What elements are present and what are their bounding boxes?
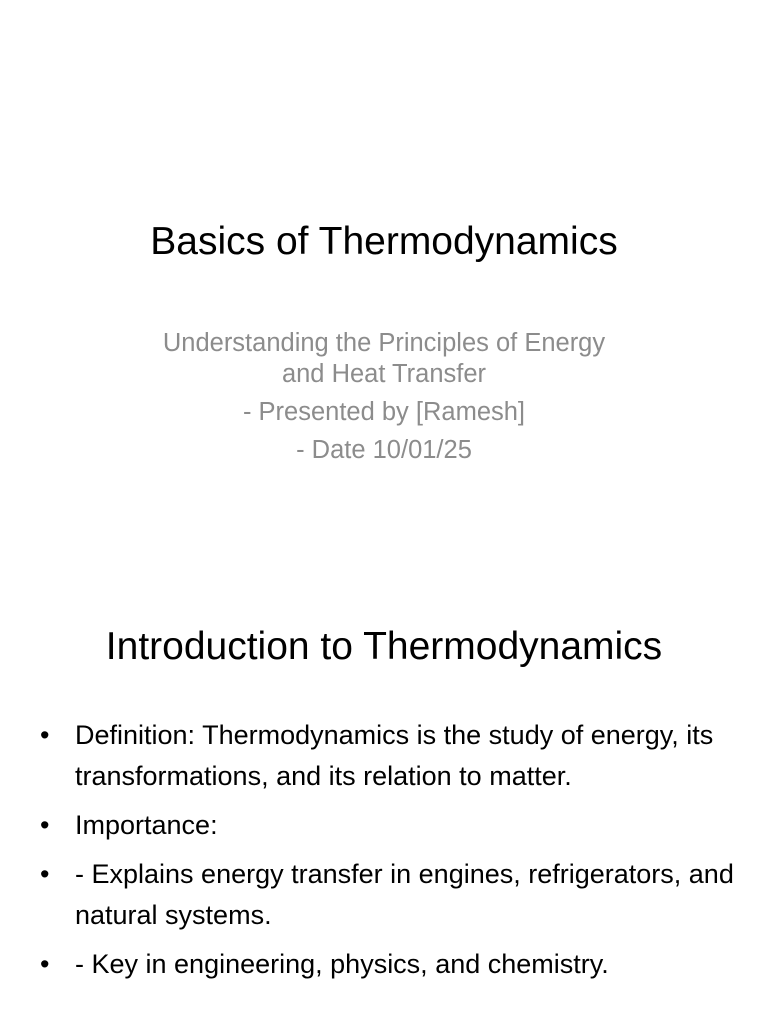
bullet-item <box>40 854 740 936</box>
subtitle-line: Understanding the Principles of Energy <box>162 329 606 357</box>
bullet-marker: • <box>40 949 50 979</box>
presenter-line: - Presented by [Ramesh] <box>242 398 526 426</box>
bullet-item <box>40 715 740 797</box>
bullet-text: Definition: Thermodynamics is the study of energy, its transformations, and its relation to matter. <box>75 720 714 791</box>
date-line: - Date 10/01/25 <box>296 436 472 464</box>
bullet-text: - Explains energy transfer in engines, refrigerators, and natural systems. <box>75 859 734 930</box>
bullet-item <box>40 944 740 985</box>
bullet-marker: • <box>40 859 50 889</box>
bullet-list <box>40 715 740 993</box>
bullet-item <box>40 805 740 846</box>
subtitle-line: and Heat Transfer <box>281 360 487 388</box>
slide-title: Introduction to Thermodynamics <box>105 625 663 668</box>
bullet-text: Importance: <box>75 810 218 840</box>
bullet-marker: • <box>40 810 50 840</box>
content-slide <box>0 576 768 1024</box>
bullet-marker: • <box>40 720 50 750</box>
slide-title: Basics of Thermodynamics <box>150 220 618 263</box>
slide-subtitle <box>120 328 648 466</box>
bullet-text: - Key in engineering, physics, and chemistry. <box>75 949 609 979</box>
